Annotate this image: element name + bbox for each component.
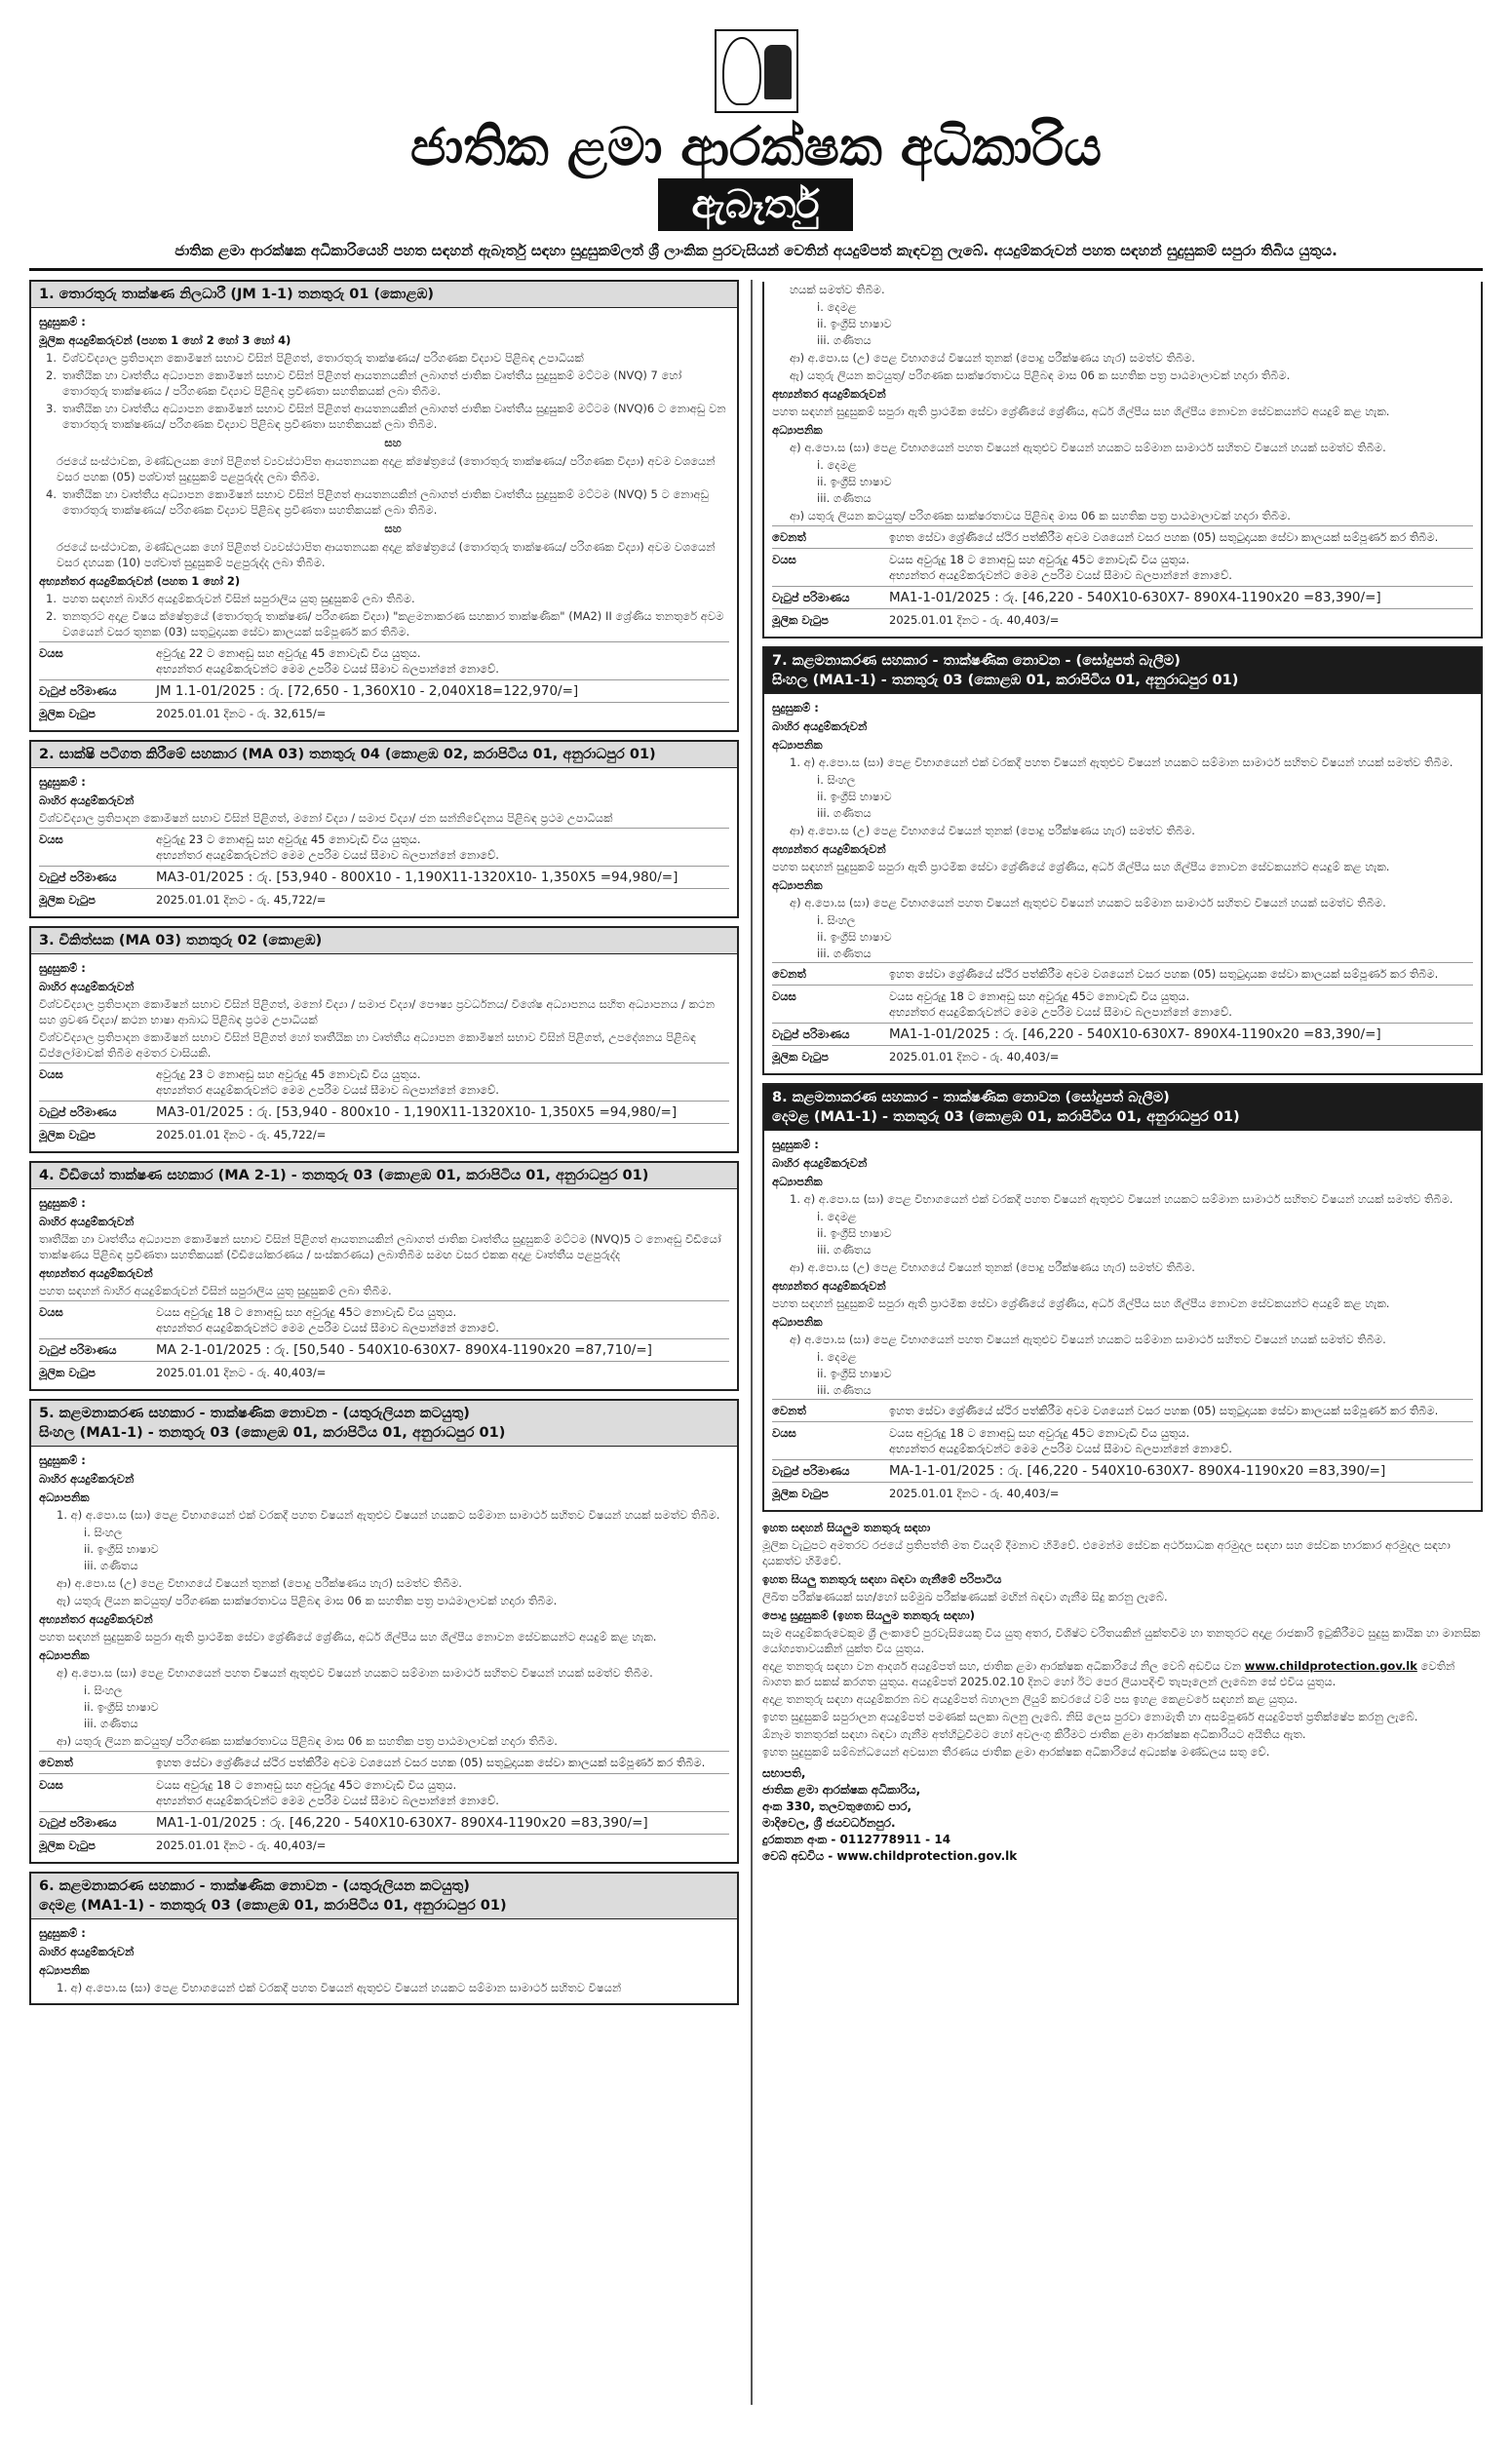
row-value: MA 2-1-01/2025 : රු. [50,540 - 540X10-630X7- 890X4-1190x20 =87,710/=] bbox=[156, 1342, 652, 1358]
advertisement-page bbox=[29, 24, 1483, 2413]
salary-row bbox=[39, 1101, 729, 1123]
requirement-text: ඇ) යතුරු ලියන කටයුතු/ පරිගණක සාක්ෂරතාවය පිළිබඳ මාස 06 ක සහතික පත්‍ර පාඨමාලාවක් හදාරා තිබීම. bbox=[790, 368, 1291, 382]
section-heading: 3. චිකිත්සක (MA 03) තනතුරු 02 (කොළඹ) bbox=[31, 928, 737, 954]
education-label: අධ්‍යාපනික bbox=[772, 878, 823, 892]
subject-item: i. දෙමළ bbox=[817, 300, 857, 314]
header bbox=[29, 24, 1483, 259]
education-label: අධ්‍යාපනික bbox=[772, 1175, 823, 1188]
row-key: වෙනත් bbox=[772, 530, 806, 544]
right-column bbox=[762, 280, 1483, 2405]
row-key: වැටුප් පරිමාණය bbox=[39, 870, 117, 884]
item-text: විශ්වවිද්‍යාල ප්‍රතිපාදන කොමිෂන් සභාව විසින් පිළිගත්, තොරතුරු තාක්ෂණය/ පරිගණක විද්‍යාව පිළිබඳ උපාධියක් bbox=[62, 351, 584, 365]
heading-line: 5. කළමනාකරණ සහකාර - තාක්ෂණික නොවන - (යතුරුලියන කටයුතු) bbox=[39, 1406, 470, 1421]
and-label: සහ bbox=[384, 522, 402, 535]
row-key: මූලික වැටුප bbox=[39, 1366, 96, 1379]
internal-label: අභ්‍යන්තර අයදුම්කරුවන් bbox=[39, 1612, 153, 1626]
item-number: 1. bbox=[46, 351, 57, 365]
section-heading bbox=[31, 1874, 737, 1919]
internal-label: අභ්‍යන්තර අයදුම්කරුවන් bbox=[772, 387, 886, 401]
section-heading: 2. සාක්ෂි පටිගත කිරීමේ සහකාර (MA 03) තනතුරු 04 (කොළඹ 02, කරාපිටිය 01, අනුරාධපුර 01) bbox=[31, 742, 737, 768]
heading-line: දෙමළ (MA1-1) - තනතුරු 03 (කොළඹ 01, කරාපිටිය 01, අනුරාධපුර 01) bbox=[772, 1109, 1240, 1125]
item-text: තෘතීයික හා වෘත්තීය අධ්‍යාපන කොමිෂන් සභාව විසින් පිළිගත් ආයතනයකින් ලබාගත් ජාතික වෘත්තීය සුදුසුකම් මට්ටම (NVQ) 5 ට නොඅඩු තොරතුරු තාක්ෂණය/ පරිගණක විද්‍යාව පිළිබඳ ප්‍රවීණතා සහතිකයක් ලබා තිබීම. bbox=[62, 487, 710, 517]
row-key: වෙනත් bbox=[772, 1404, 806, 1417]
section-heading: 1. තොරතුරු තාක්ෂණ නිලධාරී (JM 1-1) තනතුරු 01 (කොළඹ) bbox=[31, 282, 737, 308]
external-label: බාහිර අයදුම්කරුවන් bbox=[39, 793, 135, 807]
external-label: බාහිර අයදුම්කරුවන් bbox=[39, 1215, 135, 1228]
age-row bbox=[772, 1421, 1473, 1459]
qualification-text: පහත සඳහන් සුදුසුකම් සපුරා ඇති ප්‍රාථමික සේවා ශ්‍රේණියේ ශ්‍රේණිය, අර්ධ ශිල්පීය සහ ශිල්පීය නොවන සේවකයන්ට අයදුම් කළ හැක. bbox=[39, 1630, 657, 1644]
row-value: ඉහත සේවා ශ්‍රේණියේ ස්ථිර පත්කිරීම අවම වශයෙන් වසර පහක (05) සතුටුදායක සේවා කාලයක් සම්පූර්ණ කර තිබීම. bbox=[156, 1756, 706, 1769]
row-key: මූලික වැටුප bbox=[39, 893, 96, 907]
heading-line: දෙමළ (MA1-1) - තනතුරු 03 (කොළඹ 01, කරාපිටිය 01, අනුරාධපුර 01) bbox=[39, 1898, 507, 1914]
education-label: අධ්‍යාපනික bbox=[772, 423, 823, 437]
row-key: වයස bbox=[39, 832, 63, 846]
requirement-text: 1. අ) අ.පො.ස (සා) පෙළ විභාගයෙන් එක් වරකදී පහත විෂයන් ඇතුළුව විෂයන් හයකට සම්මාන සාමාර්ථ සහිතව විෂයන් හයක් සමත්ව තිබීම. bbox=[790, 1192, 1454, 1206]
row-value: 2025.01.01 දිනට - රු. 40,403/= bbox=[889, 1487, 1060, 1500]
row-value: අවුරුදු 23 ට නොඅඩු සහ අවුරුදු 45 නොවැඩි විය යුතුය. bbox=[156, 832, 421, 846]
education-label: අධ්‍යාපනික bbox=[39, 1490, 90, 1504]
item-text: පහත සඳහන් බාහිර අයදුම්කරුවන් විසින් සපුරාලිය යුතු සුදුසුකම් ලබා තිබීම. bbox=[62, 592, 415, 605]
requirement-text: ආ) අ.පො.ස (උ) පෙළ විභාගයේ විෂයන් තුනක් (පොදු පරීක්ෂණය හැර) සමත්ව තිබීම. bbox=[57, 1576, 462, 1590]
notes-text-part: වෙතින් බාගත කර සකස් කරගත යුතුය. අයදුම්පත් 2025.02.10 දිනට හෝ ඊට පෙර ලියාපදිංචි තැපෑලෙන් ලැබෙන සේ එවිය යුතුය. bbox=[762, 1659, 1455, 1688]
section-6-continued bbox=[762, 282, 1483, 638]
subject-item: ii. ඉංග්‍රීසි භාෂාව bbox=[84, 1542, 159, 1556]
basic-salary-row bbox=[39, 1834, 729, 1856]
section-3 bbox=[29, 926, 739, 1153]
heading-line: 7. කළමනාකරණ සහකාර - තාක්ෂණික නොවන - (සෝදුපත් බැලීම) bbox=[772, 653, 1181, 669]
list-item bbox=[39, 401, 729, 432]
row-value: JM 1.1-01/2025 : රු. [72,650 - 1,360X10 - 2,040X18=122,970/=] bbox=[156, 683, 579, 699]
notes-heading: පොදු සුදුසුකම් (ඉහත සියලුම තනතුරු සඳහා) bbox=[762, 1608, 976, 1622]
external-label: බාහිර අයදුම්කරුවන් bbox=[39, 980, 135, 993]
row-value: අභ්‍යන්තර අයදුම්කරුවන්ට මෙම උපරිම වයස් සීමාව බලපාන්නේ නොවේ. bbox=[156, 1794, 499, 1807]
notes-text: ඉහත සුදුසුකම් සපුරාලන අයදුම්පත් පමණක් සලකා බලනු ලැබේ. නිසි ලෙස පුරවා නොමැති හා අසම්පූර්ණ අයදුම්පත් ප්‍රතික්ෂේප කරනු ලැබේ. bbox=[762, 1710, 1418, 1723]
row-value: අවුරුදු 22 ට නොඅඩු සහ අවුරුදු 45 නොවැඩි විය යුතුය. bbox=[156, 646, 421, 660]
basic-salary-row bbox=[772, 608, 1473, 631]
left-column bbox=[29, 280, 739, 2405]
row-key: වැටුප් පරිමාණය bbox=[39, 1343, 117, 1357]
row-key: වයස bbox=[39, 646, 63, 660]
row-key: මූලික වැටුප bbox=[39, 1128, 96, 1141]
notes-heading: ඉහත සඳහන් සියලුම තනතුරු සඳහා bbox=[762, 1521, 931, 1534]
column-divider bbox=[751, 280, 753, 2405]
row-value: අභ්‍යන්තර අයදුම්කරුවන්ට මෙම උපරිම වයස් සීමාව බලපාන්නේ නොවේ. bbox=[889, 568, 1232, 582]
page-title: ජාතික ළමා ආරක්ෂක අධිකාරිය bbox=[409, 115, 1103, 177]
item-number: 3. bbox=[46, 402, 57, 415]
qualifications-label: සුදුසුකම් : bbox=[39, 775, 86, 789]
row-value: 2025.01.01 දිනට - රු. 40,403/= bbox=[156, 1366, 327, 1379]
notes-text-part: අදාළ තනතුරු සඳහා වන ආදර්ශ අයදුම්පත් සහ, ජාතික ළමා ආරක්ෂක අධිකාරියේ නිල වෙබ් අඩවිය වන bbox=[762, 1659, 1242, 1673]
age-row bbox=[39, 1773, 729, 1811]
emblem-logo bbox=[715, 29, 798, 113]
subject-item: i. සිංහල bbox=[817, 913, 856, 927]
row-value: අවුරුදු 23 ට නොඅඩු සහ අවුරුදු 45 නොවැඩි විය යුතුය. bbox=[156, 1067, 421, 1081]
section-1 bbox=[29, 280, 739, 732]
subject-item: iii. ගණිතය bbox=[817, 806, 872, 820]
qualification-text: තෘතීයික හා වෘත්තීය අධ්‍යාපන කොමිෂන් සභාව විසින් පිළිගත් ආයතනයකින් ලබාගත් ජාතික වෘත්තීය සුදුසුකම් මට්ටම (NVQ)5 ට නොඅඩු වීඩියෝ තාක්ෂණය පිළිබඳ ප්‍රවීණතා සහතිකයක් (වීඩියෝකරණය / සංස්කරණය) ලබාතිබීම සමඟ වසර එකක අදාළ වෘත්තීය පළපුරුද්ද bbox=[39, 1232, 721, 1261]
qualifications-label: සුදුසුකම් : bbox=[39, 1926, 86, 1940]
subject-item: iii. ගණිතය bbox=[84, 1717, 138, 1730]
row-value: MA1-1-01/2025 : රු. [46,220 - 540X10-630X7- 890X4-1190x20 =83,390/=] bbox=[889, 590, 1381, 605]
section-2 bbox=[29, 740, 739, 918]
salary-row bbox=[39, 1338, 729, 1361]
education-label: අධ්‍යාපනික bbox=[39, 1648, 90, 1662]
row-value: වයස අවුරුදු 18 ට නොඅඩු සහ අවුරුදු 45ට නොවැඩි විය යුතුය. bbox=[156, 1778, 457, 1792]
heading-line: සිංහල (MA1-1) - තනතුරු 03 (කොළඹ 01, කරාපිටිය 01, අනුරාධපුර 01) bbox=[39, 1425, 506, 1441]
subject-item: ii. ඉංග්‍රීසි භාෂාව bbox=[817, 1226, 892, 1240]
row-value: අභ්‍යන්තර අයදුම්කරුවන්ට මෙම උපරිම වයස් සීමාව බලපාන්නේ නොවේ. bbox=[889, 1005, 1232, 1019]
website-text[interactable]: වෙබ් අඩවිය - www.childprotection.gov.lk bbox=[762, 1849, 1018, 1863]
qualification-text: විශ්වවිද්‍යාල ප්‍රතිපාදන කොමිෂන් සභාව විසින් පිළිගත්, මනෝ විද්‍යා / සමාජ විද්‍යා/ පෞෂ්‍ය ප්‍රවර්ධනය/ විශේෂ අධ්‍යාපනය සහිත අධ්‍යාපනය / කථන සහ ශ්‍රවණ විද්‍යා/ කථන භාෂා ආබාධ පිළිබඳ ප්‍රථම උපාධියක් bbox=[39, 997, 716, 1026]
row-key: මූලික වැටුප bbox=[39, 707, 96, 720]
row-key: වැටුප් පරිමාණය bbox=[772, 1027, 850, 1041]
education-label: අධ්‍යාපනික bbox=[772, 1315, 823, 1329]
row-key: වයස bbox=[772, 989, 796, 1003]
qualification-text: පහත සඳහන් බාහිර අයදුම්කරුවන් විසින් සපුරාලිය යුතු සුදුසුකම් ලබා තිබීම. bbox=[39, 1284, 392, 1297]
general-notes bbox=[762, 1520, 1483, 1865]
salary-row bbox=[772, 586, 1473, 608]
qualifications-label: සුදුසුකම් : bbox=[39, 1196, 86, 1210]
notes-text: මූලික වැටුපට අමතරව රජයේ ප්‍රතිපත්ති මත වියදම් දීමනාව හිමිවේ. එමෙන්ම සේවක අර්ථසාධක අරමුදල සඳහා සහ සේවක භාරකාර අරමුදල සඳහා දායකත්ව හිමිවේ. bbox=[762, 1538, 1451, 1567]
notes-text: ඕනෑම තනතුරක් සඳහා බඳවා ගැනීම අත්හිටුවීමට හෝ අවලංගු කිරීමට ජාතික ළමා ආරක්ෂක අධිකාරියට අයිතිය ඇත. bbox=[762, 1727, 1306, 1741]
row-value: වයස අවුරුදු 18 ට නොඅඩු සහ අවුරුදු 45ට නොවැඩි විය යුතුය. bbox=[889, 553, 1190, 566]
internal-label: අභ්‍යන්තර අයදුම්කරුවන් bbox=[39, 1266, 153, 1280]
row-value: ඉහත සේවා ශ්‍රේණියේ ස්ථිර පත්කිරීම අවම වශයෙන් වසර පහක (05) සතුටුදායක සේවා කාලයක් සම්පූර්ණ කර තිබීම. bbox=[889, 530, 1439, 544]
salary-row bbox=[39, 1811, 729, 1834]
subject-item: i. සිංහල bbox=[817, 773, 856, 787]
age-row bbox=[39, 828, 729, 866]
subject-item: i. දෙමළ bbox=[817, 1210, 857, 1223]
requirement-text: ආ) අ.පො.ස (උ) පෙළ විභාගයේ විෂයන් තුනක් (පොදු පරීක්ෂණය හැර) සමත්ව තිබීම. bbox=[790, 1260, 1195, 1274]
external-label: මූලික අයදුම්කරුවන් (පහත 1 හෝ 2 හෝ 3 හෝ 4) bbox=[39, 333, 291, 347]
age-row bbox=[39, 641, 729, 679]
external-label: බාහිර අයදුම්කරුවන් bbox=[772, 1156, 868, 1170]
row-key: වැටුප් පරිමාණය bbox=[39, 1816, 117, 1830]
row-key: වෙනත් bbox=[39, 1756, 73, 1769]
row-value: MA3-01/2025 : රු. [53,940 - 800x10 - 1,190X11-1320X10- 1,350X5 =94,980/=] bbox=[156, 1104, 678, 1120]
item-text: තෘතීයික හා වෘත්තීය අධ්‍යාපන කොමිෂන් සභාව විසින් පිළිගත් ආයතනයකින් ලබාගත් ජාතික වෘත්තීය සුදුසුකම් මට්ටම (NVQ) 7 හෝ තොරතුරු තාක්ෂණය / පරිගණක විද්‍යාව පිළිබඳ ප්‍රවීණතා සහතිකයක් ලබා තිබීම. bbox=[62, 368, 682, 398]
subject-item: iii. ගණිතය bbox=[817, 333, 872, 347]
address-line: මාදිවෙල, ශ්‍රී ජයවර්ධනපුර. bbox=[762, 1816, 896, 1830]
row-key: මූලික වැටුප bbox=[772, 1050, 829, 1064]
notes-text: අදාළ තනතුරු සඳහා අයදුම්කරන බව අයදුම්පත් බහාලන ලියුම් කවරයේ වම් පස ඉහළ කෙළවරේ සඳහන් කළ යුතුය. bbox=[762, 1692, 1298, 1706]
item-number: 2. bbox=[46, 368, 57, 382]
internal-label: අභ්‍යන්තර අයදුම්කරුවන් bbox=[772, 842, 886, 856]
list-item bbox=[39, 486, 729, 518]
item-text: තනතුරට අදාළ විෂය ක්ෂේත්‍රයේ (තොරතුරු තාක්ෂණ/ පරිගණක විද්‍යා) "කළමනාකරණ සහකාර තාක්ෂණික" (MA2) II ශ්‍රේණිය තනතුරේ අවම වශයෙන් වසර තුනක (03) සතුටුදායක සේවා කාලයක් සම්පූර්ණ කර තිබීම. bbox=[62, 609, 724, 638]
row-value: 2025.01.01 දිනට - රු. 45,722/= bbox=[156, 1128, 327, 1141]
salary-row bbox=[39, 866, 729, 888]
section-5 bbox=[29, 1399, 739, 1864]
salary-row bbox=[772, 1023, 1473, 1045]
row-value: අභ්‍යන්තර අයදුම්කරුවන්ට මෙම උපරිම වයස් සීමාව බලපාන්නේ නොවේ. bbox=[889, 1442, 1232, 1455]
basic-salary-row bbox=[39, 702, 729, 724]
advertisement-label: ඇබෑර්තු bbox=[658, 178, 853, 231]
subject-item: iii. ගණිතය bbox=[817, 1243, 872, 1257]
requirement-text: ආ) යතුරු ලියන කටයුතු/ පරිගණක සාක්ෂරතාවය පිළිබඳ මාස 06 ක සහතික පත්‍ර පාඨමාලාවක් හදාරා තිබීම. bbox=[790, 509, 1291, 522]
address-line: අංක 330, තලවතුගොඩ පාර, bbox=[762, 1799, 912, 1813]
list-item bbox=[39, 591, 729, 606]
basic-salary-row bbox=[39, 1123, 729, 1145]
qualification-text: පහත සඳහන් සුදුසුකම් සපුරා ඇති ප්‍රාථමික සේවා ශ්‍රේණියේ ශ්‍රේණිය, අර්ධ ශිල්පීය සහ ශිල්පීය නොවන සේවකයන්ට අයදුම් කළ හැක. bbox=[772, 1296, 1390, 1310]
basic-salary-row bbox=[772, 1045, 1473, 1067]
row-key: වැටුප් පරිමාණය bbox=[39, 684, 117, 698]
item-text: තෘතීයික හා වෘත්තීය අධ්‍යාපන කොමිෂන් සභාව විසින් පිළිගත් ආයතනයකින් ලබාගත් ජාතික වෘත්තීය සුදුසුකම් මට්ටම (NVQ)6 ට නොඅඩු වන තොරතුරු තාක්ෂණය/ පරිගණක විද්‍යාව පිළිබඳ ප්‍රවීණතා සහතිකයක් ලබා තිබීම. bbox=[62, 402, 726, 431]
row-key: වෙනත් bbox=[772, 967, 806, 981]
row-value: වයස අවුරුදු 18 ට නොඅඩු සහ අවුරුදු 45ට නොවැඩි විය යුතුය. bbox=[889, 1426, 1190, 1440]
contact-address bbox=[762, 1765, 1483, 1865]
qualifications-label: සුදුසුකම් : bbox=[772, 701, 819, 715]
subject-item: ii. ඉංග්‍රීසි භාෂාව bbox=[817, 790, 892, 803]
section-7 bbox=[762, 646, 1483, 1075]
row-value: 2025.01.01 දිනට - රු. 45,722/= bbox=[156, 893, 327, 907]
internal-label: අභ්‍යන්තර අයදුම්කරුවන් (පහත 1 හෝ 2) bbox=[39, 574, 241, 588]
qualifications-label: සුදුසුකම් : bbox=[39, 1453, 86, 1467]
row-value: ඉහත සේවා ශ්‍රේණියේ ස්ථිර පත්කිරීම අවම වශයෙන් වසර පහක (05) සතුටුදායක සේවා කාලයක් සම්පූර්ණ කර තිබීම. bbox=[889, 1404, 1439, 1417]
row-value: අභ්‍යන්තර අයදුම්කරුවන්ට මෙම උපරිම වයස් සීමාව බලපාන්නේ නොවේ. bbox=[156, 1321, 499, 1335]
lion-emblem-icon bbox=[722, 37, 761, 105]
requirement-text: අ) අ.පො.ස (සා) පෙළ විභාගයෙන් පහත විෂයන් ඇතුළුව විෂයන් හයකට සම්මාන සාමාර්ථ සහිතව විෂයන් හයක් සමත්ව තිබීම. bbox=[790, 896, 1386, 909]
other-row bbox=[772, 525, 1473, 548]
subject-item: iii. ගණිතය bbox=[84, 1559, 138, 1572]
phone-number: දුරකතන අංක - 0112778911 - 14 bbox=[762, 1833, 951, 1846]
row-key: මූලික වැටුප bbox=[39, 1838, 96, 1852]
row-value: 2025.01.01 දිනට - රු. 32,615/= bbox=[156, 707, 327, 720]
qualification-text: විශ්වවිද්‍යාල ප්‍රතිපාදන කොමිෂන් සභාව විසින් පිළිගත්, මනෝ විද්‍යා / සමාජ විද්‍යා/ ජන සන්නිවේදනය පිළිබඳ ප්‍රථම උපාධියක් bbox=[39, 811, 613, 825]
row-key: මූලික වැටුප bbox=[772, 613, 829, 627]
heading-line: 6. කළමනාකරණ සහකාර - තාක්ෂණික නොවන - (යතුරුලියන කටයුතු) bbox=[39, 1878, 470, 1894]
row-key: වයස bbox=[772, 1426, 796, 1440]
row-value: වයස අවුරුදු 18 ට නොඅඩු සහ අවුරුදු 45ට නොවැඩි විය යුතුය. bbox=[156, 1305, 457, 1319]
subject-item: i. දෙමළ bbox=[817, 458, 857, 472]
external-label: බාහිර අයදුම්කරුවන් bbox=[39, 1472, 135, 1486]
salary-row bbox=[772, 1459, 1473, 1482]
row-value: 2025.01.01 දිනට - රු. 40,403/= bbox=[889, 1050, 1060, 1064]
section-8 bbox=[762, 1083, 1483, 1512]
requirement-text: ඇ) යතුරු ලියන කටයුතු/ පරිගණක සාක්ෂරතාවය පිළිබඳ මාස 06 ක සහතික පත්‍ර පාඨමාලාවක් හදාරා තිබීම. bbox=[57, 1594, 558, 1607]
internal-label: අභ්‍යන්තර අයදුම්කරුවන් bbox=[772, 1279, 886, 1293]
qualifications-label: සුදුසුකම් : bbox=[39, 961, 86, 975]
row-value: අභ්‍යන්තර අයදුම්කරුවන්ට මෙම උපරිම වයස් සීමාව බලපාන්නේ නොවේ. bbox=[156, 848, 499, 862]
row-value: 2025.01.01 දිනට - රු. 40,403/= bbox=[156, 1838, 327, 1852]
requirement-text: අ) අ.පො.ස (සා) පෙළ විභාගයෙන් පහත විෂයන් ඇතුළුව විෂයන් හයකට සම්මාන සාමාර්ථ සහිතව විෂයන් හයක් සමත්ව තිබීම. bbox=[790, 441, 1386, 454]
section-heading bbox=[764, 1085, 1481, 1131]
requirement-text: 1. අ) අ.පො.ස (සා) පෙළ විභාගයෙන් එක් වරකදී පහත විෂයන් ඇතුළුව විෂයන් හයකට සම්මාන සාමාර්ථ සහිතව විෂයන් හයක් සමත්ව තිබීම. bbox=[57, 1508, 720, 1522]
subject-item: iii. ගණිතය bbox=[817, 947, 872, 960]
subject-item: ii. ඉංග්‍රීසි භාෂාව bbox=[817, 930, 892, 944]
other-row bbox=[39, 1751, 729, 1773]
education-label: අධ්‍යාපනික bbox=[39, 1963, 90, 1977]
address-line: ජාතික ළමා ආරක්ෂක අධිකාරිය, bbox=[762, 1783, 921, 1797]
subject-item: ii. ඉංග්‍රීසි භාෂාව bbox=[84, 1700, 159, 1714]
subject-item: i. සිංහල bbox=[84, 1526, 123, 1539]
qualification-text: පහත සඳහන් සුදුසුකම් සපුරා ඇති ප්‍රාථමික සේවා ශ්‍රේණියේ ශ්‍රේණිය, අර්ධ ශිල්පීය සහ ශිල්පීය නොවන සේවකයන්ට අයදුම් කළ හැක. bbox=[772, 405, 1390, 418]
subject-item: iii. ගණිතය bbox=[817, 1383, 872, 1397]
subject-item: ii. ඉංග්‍රීසි භාෂාව bbox=[817, 1367, 892, 1380]
intro-text: ජාතික ළමා ආරක්ෂක අධිකාරියෙහි පහත සඳහන් ඇබෑර්තු සඳහා සුදුසුකම්ලත් ශ්‍රී ලාංකික පුරවැසියන් වෙතින් අයදුම්පත් කැඳවනු ලැබේ. අයදුම්කරුවන් පහත සඳහන් සුදුසුකම් සපුරා තිබිය යුතුය. bbox=[174, 242, 1338, 259]
row-key: වැටුප් පරිමාණය bbox=[39, 1105, 117, 1119]
other-row bbox=[772, 962, 1473, 985]
row-value: MA1-1-01/2025 : රු. [46,220 - 540X10-630X7- 890X4-1190x20 =83,390/=] bbox=[889, 1026, 1381, 1042]
header-divider bbox=[29, 268, 1483, 271]
address-line: සභාපති, bbox=[762, 1766, 806, 1780]
list-item bbox=[39, 350, 729, 366]
row-value: MA-1-1-01/2025 : රු. [46,220 - 540X10-630X7- 890X4-1190x20 =83,390/=] bbox=[889, 1463, 1386, 1479]
row-key: වයස bbox=[39, 1305, 63, 1319]
row-value: 2025.01.01 දිනට - රු. 40,403/= bbox=[889, 613, 1060, 627]
row-key: මූලික වැටුප bbox=[772, 1487, 829, 1500]
basic-salary-row bbox=[772, 1482, 1473, 1504]
basic-salary-row bbox=[39, 888, 729, 910]
row-key: වයස bbox=[772, 553, 796, 566]
row-key: වයස bbox=[39, 1778, 63, 1792]
subject-item: ii. ඉංග්‍රීසි භාෂාව bbox=[817, 475, 892, 488]
item-number: 2. bbox=[46, 609, 57, 623]
requirement-text: 1. අ) අ.පො.ස (සා) පෙළ විභාගයෙන් එක් වරකදී පහත විෂයන් ඇතුළුව විෂයන් හයකට සම්මාන සාමාර්ථ සහිතව විෂයන් හයක් සමත්ව තිබීම. bbox=[790, 755, 1454, 769]
item-number: 4. bbox=[46, 487, 57, 501]
heading-line: සිංහල (MA1-1) - තනතුරු 03 (කොළඹ 01, කරාපිටිය 01, අනුරාධපුර 01) bbox=[772, 673, 1239, 688]
experience-text: රජයේ සංස්ථාවක, මණ්ඩලයක හෝ පිළිගත් ව්‍යවස්ථාපිත ආයතනයක අදාළ ක්ෂේත්‍රයේ (තොරතුරු තාක්ෂණය/ පරිගණක විද්‍යා) අවම වශයෙන් වසර පහක (05) පශ්චාත් සුදුසුකම් පළපුරුද්ද ලබා තිබීම. bbox=[57, 454, 716, 484]
subject-item: i. සිංහල bbox=[84, 1683, 123, 1697]
age-row bbox=[772, 548, 1473, 586]
row-value: අභ්‍යන්තර අයදුම්කරුවන්ට මෙම උපරිම වයස් සීමාව බලපාන්නේ නොවේ. bbox=[156, 1083, 499, 1097]
item-number: 1. bbox=[46, 592, 57, 605]
notes-heading: ඉහත සියලු තනතුරු සඳහා බඳවා ගැනීමේ පරිපාටිය bbox=[762, 1572, 1002, 1586]
qualifications-label: සුදුසුකම් : bbox=[39, 315, 86, 329]
section-heading bbox=[31, 1401, 737, 1447]
heading-line: 8. කළමනාකරණ සහකාර - තාක්ෂණික නොවන (සෝදුපත් බැලීම) bbox=[772, 1090, 1170, 1105]
other-row bbox=[772, 1399, 1473, 1421]
notes-text bbox=[762, 1658, 1483, 1689]
list-item bbox=[39, 367, 729, 399]
row-key: වයස bbox=[39, 1067, 63, 1081]
requirement-text: 1. අ) අ.පො.ස (සා) පෙළ විභාගයෙන් එක් වරකදී පහත විෂයන් ඇතුළුව විෂයන් හයකට සම්මාන සාමාර්ථ සහිතව විෂයන් bbox=[57, 1981, 622, 1994]
subject-item: iii. ගණිතය bbox=[817, 491, 872, 505]
subject-item: ii. ඉංග්‍රීසි භාෂාව bbox=[817, 317, 892, 330]
and-label: සහ bbox=[384, 436, 402, 449]
qualifications-label: සුදුසුකම් : bbox=[772, 1138, 819, 1151]
row-value: MA3-01/2025 : රු. [53,940 - 800X10 - 1,190X11-1320X10- 1,350X5 =94,980/=] bbox=[156, 870, 678, 885]
qualification-text: පහත සඳහන් සුදුසුකම් සපුරා ඇති ප්‍රාථමික සේවා ශ්‍රේණියේ ශ්‍රේණිය, අර්ධ ශිල්පීය සහ ශිල්පීය නොවන සේවකයන්ට අයදුම් කළ හැක. bbox=[772, 860, 1390, 873]
qualification-text: විශ්වවිද්‍යාල ප්‍රතිපාදන කොමිෂන් සභාව විසින් පිළිගත් හෝ තෘතීයික හා වෘත්තීය අධ්‍යාපන කොමිෂන් සභාව විසින් පිළිගත්, උපදේශනය පිළිබඳ ඩිප්ලෝමාවක් තිබීම අමතර වාසියකි. bbox=[39, 1030, 696, 1060]
salary-row bbox=[39, 679, 729, 702]
requirement-text: ආ) අ.පො.ස (උ) පෙළ විභාගයේ විෂයන් තුනක් (පොදු පරීක්ෂණය හැර) සමත්ව තිබීම. bbox=[790, 351, 1195, 365]
requirement-text: අ) අ.පො.ස (සා) පෙළ විභාගයෙන් පහත විෂයන් ඇතුළුව විෂයන් හයකට සම්මාන සාමාර්ථ සහිතව විෂයන් හයක් සමත්ව තිබීම. bbox=[57, 1666, 653, 1680]
subject-item: i. දෙමළ bbox=[817, 1350, 857, 1364]
row-value: වයස අවුරුදු 18 ට නොඅඩු සහ අවුරුදු 45ට නොවැඩි විය යුතුය. bbox=[889, 989, 1190, 1003]
notes-text: ලිඛිත පරීක්ෂණයක් සහ/හෝ සම්මුඛ පරීක්ෂණයක් මඟින් බඳවා ගැනීම සිදු කරනු ලැබේ. bbox=[762, 1590, 1168, 1604]
age-row bbox=[772, 985, 1473, 1023]
row-value: ඉහත සේවා ශ්‍රේණියේ ස්ථිර පත්කිරීම අවම වශයෙන් වසර පහක (05) සතුටුදායක සේවා කාලයක් සම්පූර්ණ කර තිබීම. bbox=[889, 967, 1439, 981]
experience-text: රජයේ සංස්ථාවක, මණ්ඩලයක හෝ පිළිගත් ව්‍යවස්ථාපිත ආයතනයක අදාළ ක්ෂේත්‍රයේ (තොරතුරු තාක්ෂණය/ පරිගණක විද්‍යා) අවම වශයෙන් වසර දහයක (10) පශ්චාත් සුදුසුකම් පළපුරුද්ද ලබා තිබීම. bbox=[57, 540, 716, 569]
notes-text: සෑම අයදුම්කරුවෙකුම ශ්‍රී ලංකාවේ පුරවැසියෙකු විය යුතු අතර, විශිෂ්ට චරිතයකින් යුක්තවීම හා තනතුරට අදාළ රාජකාරි ඉටුකිරීමට සුදුසු කායික හා මානසික යෝග්‍යතාවයකින් යුක්ත විය යුතුය. bbox=[762, 1626, 1481, 1655]
notes-text: ඉහත සුදුසුකම් සම්බන්ධයෙන් අවසාන තීරණය ජාතික ළමා ආරක්ෂක අධිකාරියේ අධ්‍යක්ෂ මණ්ඩලය සතු වේ. bbox=[762, 1745, 1270, 1759]
requirement-text: ආ) අ.පො.ස (උ) පෙළ විභාගයේ විෂයන් තුනක් (පොදු පරීක්ෂණය හැර) සමත්ව තිබීම. bbox=[790, 824, 1195, 837]
education-label: අධ්‍යාපනික bbox=[772, 738, 823, 752]
requirement-text: හයක් සමත්ව තිබීම. bbox=[790, 283, 885, 296]
row-value: අභ්‍යන්තර අයදුම්කරුවන්ට මෙම උපරිම වයස් සීමාව බලපාන්නේ නොවේ. bbox=[156, 662, 499, 676]
external-label: බාහිර අයදුම්කරුවන් bbox=[39, 1945, 135, 1958]
child-figure-icon bbox=[764, 45, 792, 99]
section-heading bbox=[764, 648, 1481, 694]
section-6 bbox=[29, 1872, 739, 2005]
age-row bbox=[39, 1300, 729, 1338]
basic-salary-row bbox=[39, 1361, 729, 1383]
list-item bbox=[39, 608, 729, 639]
age-row bbox=[39, 1063, 729, 1101]
row-value: MA1-1-01/2025 : රු. [46,220 - 540X10-630X7- 890X4-1190x20 =83,390/=] bbox=[156, 1815, 648, 1831]
section-heading: 4. වීඩියෝ තාක්ෂණ සහකාර (MA 2-1) - තනතුරු 03 (කොළඹ 01, කරාපිටිය 01, අනුරාධපුර 01) bbox=[31, 1163, 737, 1189]
requirement-text: අ) අ.පො.ස (සා) පෙළ විභාගයෙන් පහත විෂයන් ඇතුළුව විෂයන් හයකට සම්මාන සාමාර්ථ සහිතව විෂයන් හයක් සමත්ව තිබීම. bbox=[790, 1333, 1386, 1346]
requirement-text: ආ) යතුරු ලියන කටයුතු/ පරිගණක සාක්ෂරතාවය පිළිබඳ මාස 06 ක සහතික පත්‍ර පාඨමාලාවක් හදාරා තිබීම. bbox=[57, 1734, 558, 1748]
external-label: බාහිර අයදුම්කරුවන් bbox=[772, 719, 868, 733]
row-key: වැටුප් පරිමාණය bbox=[772, 591, 850, 604]
row-key: වැටුප් පරිමාණය bbox=[772, 1464, 850, 1478]
section-4 bbox=[29, 1161, 739, 1391]
website-link[interactable]: www.childprotection.gov.lk bbox=[1244, 1659, 1417, 1673]
